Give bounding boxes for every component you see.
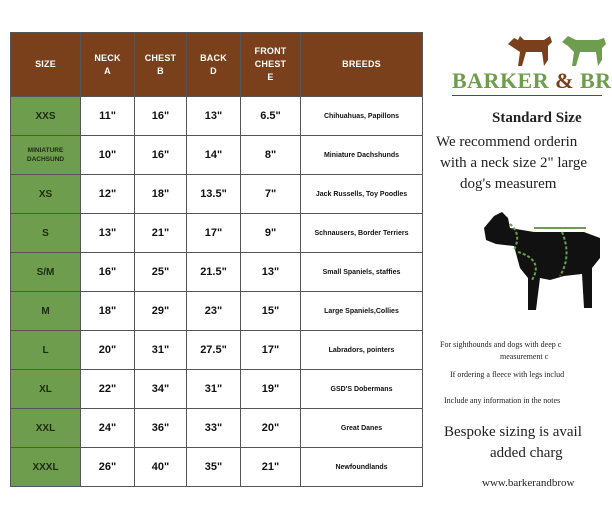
neck-cell: 13" bbox=[81, 214, 135, 253]
neck-cell: 24" bbox=[81, 409, 135, 448]
breeds-cell: Miniature Dachshunds bbox=[301, 136, 423, 175]
back-cell: 14" bbox=[187, 136, 241, 175]
front-chest-cell: 9" bbox=[241, 214, 301, 253]
header-front-chest-label: CHEST bbox=[254, 59, 287, 69]
chest-cell: 31" bbox=[135, 331, 187, 370]
breeds-cell: Schnausers, Border Terriers bbox=[301, 214, 423, 253]
front-chest-cell: 20" bbox=[241, 409, 301, 448]
header-chest bbox=[135, 33, 187, 97]
fleece-note: If ordering a fleece with legs includ bbox=[450, 370, 565, 379]
size-cell-line1: MINIATURE bbox=[27, 147, 64, 154]
breeds-cell: Labradors, pointers bbox=[301, 331, 423, 370]
table-header-row bbox=[11, 33, 423, 97]
breeds-cell: Large Spaniels,Collies bbox=[301, 292, 423, 331]
sighthound-note-line-2: measurement c bbox=[500, 352, 549, 361]
size-cell: XXS bbox=[11, 97, 81, 136]
table-row bbox=[11, 136, 423, 175]
table-row bbox=[11, 448, 423, 487]
front-chest-cell: 19" bbox=[241, 370, 301, 409]
breeds-cell: Chihuahuas, Papillons bbox=[301, 97, 423, 136]
header-front-chest-letter: E bbox=[267, 72, 274, 82]
chest-cell: 29" bbox=[135, 292, 187, 331]
front-chest-cell: 7" bbox=[241, 175, 301, 214]
neck-cell: 20" bbox=[81, 331, 135, 370]
breeds-cell: Small Spaniels, staffies bbox=[301, 253, 423, 292]
size-cell: L bbox=[11, 331, 81, 370]
size-cell: XXL bbox=[11, 409, 81, 448]
back-cell: 23" bbox=[187, 292, 241, 331]
header-neck-letter: A bbox=[104, 65, 111, 76]
header-back bbox=[187, 33, 241, 97]
chest-cell: 16" bbox=[135, 97, 187, 136]
header-chest-label: CHEST bbox=[144, 52, 177, 63]
front-chest-cell: 15" bbox=[241, 292, 301, 331]
chest-cell: 16" bbox=[135, 136, 187, 175]
info-panel bbox=[430, 0, 612, 519]
size-cell: XXXL bbox=[11, 448, 81, 487]
front-chest-cell: 13" bbox=[241, 253, 301, 292]
brand-part1: BARKER bbox=[452, 68, 550, 93]
chest-cell: 25" bbox=[135, 253, 187, 292]
back-cell: 31" bbox=[187, 370, 241, 409]
back-cell: 21.5" bbox=[187, 253, 241, 292]
header-front-chest bbox=[241, 33, 301, 97]
neck-cell: 11" bbox=[81, 97, 135, 136]
neck-cell: 22" bbox=[81, 370, 135, 409]
back-cell: 33" bbox=[187, 409, 241, 448]
back-cell: 35" bbox=[187, 448, 241, 487]
brand-underline bbox=[452, 95, 602, 96]
table-row bbox=[11, 253, 423, 292]
header-back-letter: D bbox=[210, 65, 217, 76]
header-back-label: BACK bbox=[200, 52, 227, 63]
chest-cell: 18" bbox=[135, 175, 187, 214]
chest-cell: 36" bbox=[135, 409, 187, 448]
brand-ampersand: & bbox=[549, 68, 580, 93]
website-url: www.barkerandbrow bbox=[482, 477, 575, 489]
recommend-line-3: dog's measurem bbox=[460, 176, 557, 192]
size-cell: M bbox=[11, 292, 81, 331]
sighthound-note-line-1: For sighthounds and dogs with deep c bbox=[440, 340, 562, 349]
header-size-label: SIZE bbox=[35, 59, 56, 69]
neck-cell: 10" bbox=[81, 136, 135, 175]
front-chest-cell: 8" bbox=[241, 136, 301, 175]
chest-cell: 34" bbox=[135, 370, 187, 409]
header-size bbox=[11, 33, 81, 97]
back-cell: 27.5" bbox=[187, 331, 241, 370]
table-row bbox=[11, 370, 423, 409]
brown-dog-logo-icon bbox=[504, 30, 556, 70]
chest-cell: 40" bbox=[135, 448, 187, 487]
table-row bbox=[11, 214, 423, 253]
table-row bbox=[11, 292, 423, 331]
brand-part2: BR bbox=[579, 68, 612, 93]
dog-measurement-diagram-icon bbox=[474, 198, 604, 330]
bespoke-line-1: Bespoke sizing is avail bbox=[444, 424, 582, 440]
notes-info: Include any information in the notes bbox=[444, 396, 561, 405]
size-cell bbox=[11, 136, 81, 175]
back-cell: 17" bbox=[187, 214, 241, 253]
back-cell: 13.5" bbox=[187, 175, 241, 214]
header-neck-label: NECK bbox=[94, 52, 121, 63]
front-chest-cell: 21" bbox=[241, 448, 301, 487]
size-cell: S bbox=[11, 214, 81, 253]
table-row bbox=[11, 409, 423, 448]
header-chest-letter: B bbox=[157, 65, 164, 76]
size-cell: XL bbox=[11, 370, 81, 409]
front-chest-cell: 17" bbox=[241, 331, 301, 370]
breeds-cell: Great Danes bbox=[301, 409, 423, 448]
header-breeds-label: BREEDS bbox=[342, 59, 381, 69]
header-front-label: FRONT bbox=[254, 46, 287, 56]
recommend-line-2: with a neck size 2" large bbox=[440, 155, 588, 171]
size-chart-table bbox=[10, 32, 423, 487]
standard-size-heading: Standard Size bbox=[492, 110, 582, 126]
front-chest-cell: 6.5" bbox=[241, 97, 301, 136]
table-row bbox=[11, 97, 423, 136]
neck-cell: 12" bbox=[81, 175, 135, 214]
table-row bbox=[11, 331, 423, 370]
size-cell: XS bbox=[11, 175, 81, 214]
neck-cell: 26" bbox=[81, 448, 135, 487]
breeds-cell: Jack Russells, Toy Poodles bbox=[301, 175, 423, 214]
brand-name bbox=[452, 68, 612, 94]
bespoke-line-2: added charg bbox=[490, 445, 563, 461]
green-dog-logo-icon bbox=[558, 30, 610, 70]
size-cell-line2: DACHSUND bbox=[26, 156, 65, 163]
breeds-cell: GSD'S Dobermans bbox=[301, 370, 423, 409]
header-breeds bbox=[301, 33, 423, 97]
chest-cell: 21" bbox=[135, 214, 187, 253]
recommend-line-1: We recommend orderin bbox=[436, 134, 578, 150]
breeds-cell: Newfoundlands bbox=[301, 448, 423, 487]
header-neck bbox=[81, 33, 135, 97]
neck-cell: 18" bbox=[81, 292, 135, 331]
neck-cell: 16" bbox=[81, 253, 135, 292]
size-cell: S/M bbox=[11, 253, 81, 292]
table-row bbox=[11, 175, 423, 214]
back-cell: 13" bbox=[187, 97, 241, 136]
